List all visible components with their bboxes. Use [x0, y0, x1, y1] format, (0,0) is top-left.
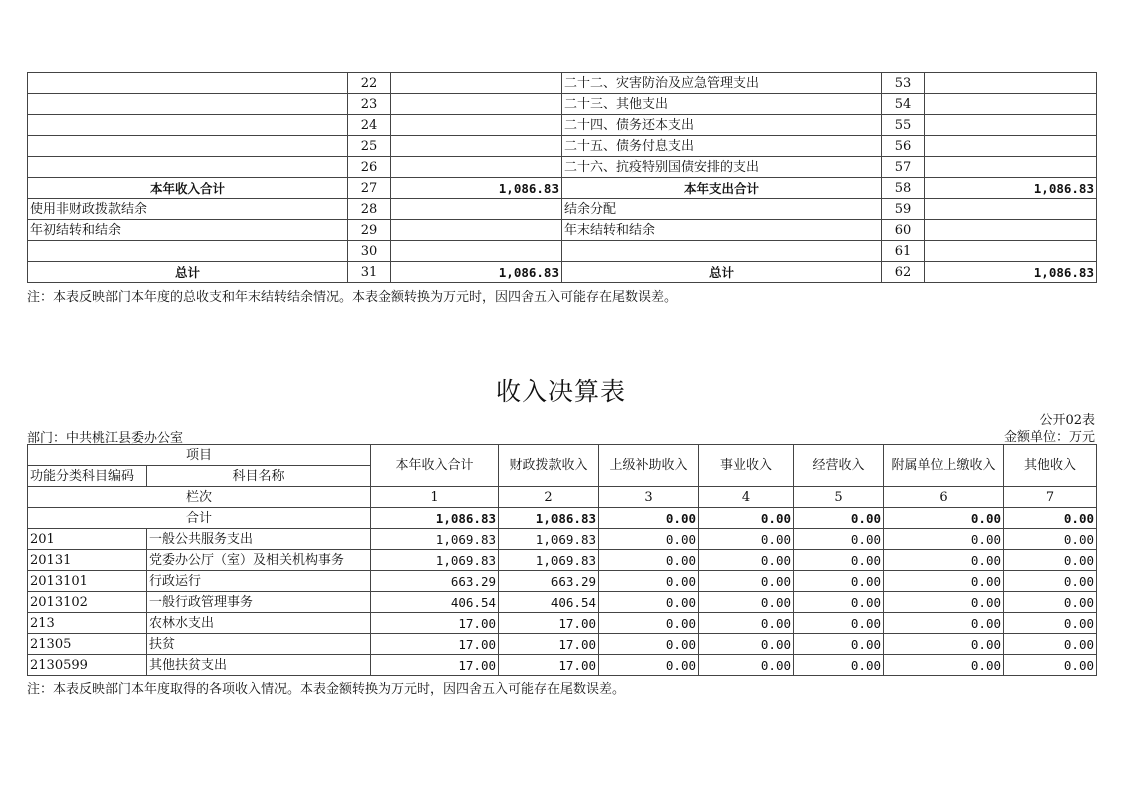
subject-code-cell: 213 — [28, 613, 147, 634]
column-no: 5 — [794, 487, 884, 508]
header-fiscal-income: 财政拨款收入 — [499, 445, 599, 487]
amount-cell: 0.00 — [884, 550, 1004, 571]
left-item-cell — [28, 94, 348, 115]
left-line-no-cell: 29 — [348, 220, 391, 241]
amount-cell: 0.00 — [794, 592, 884, 613]
header-superior-income: 上级补助收入 — [599, 445, 699, 487]
total-value: 1,086.83 — [499, 508, 599, 529]
amount-cell: 0.00 — [794, 634, 884, 655]
right-amount-cell — [925, 136, 1097, 157]
table-row — [28, 613, 1097, 634]
left-amount-cell — [391, 94, 562, 115]
subject-name-cell: 农林水支出 — [147, 613, 371, 634]
column-no: 2 — [499, 487, 599, 508]
amount-cell: 0.00 — [1004, 634, 1097, 655]
left-line-no-cell: 27 — [348, 178, 391, 199]
right-item-cell: 结余分配 — [562, 199, 882, 220]
header-total-income: 本年收入合计 — [371, 445, 499, 487]
table-row — [28, 634, 1097, 655]
table2-note: 注：本表反映部门本年度取得的各项收入情况。本表金额转换为万元时，因四舍五入可能存在尾数误差。 — [27, 682, 626, 697]
amount-cell: 17.00 — [499, 655, 599, 676]
table-row — [28, 157, 1097, 178]
amount-cell: 0.00 — [884, 571, 1004, 592]
header-subject-name: 科目名称 — [147, 466, 371, 487]
subject-code-cell: 2130599 — [28, 655, 147, 676]
department-label: 部门：中共桃江县委办公室 — [27, 431, 184, 446]
subject-code-cell: 2013101 — [28, 571, 147, 592]
right-amount-cell — [925, 73, 1097, 94]
subject-code-cell: 201 — [28, 529, 147, 550]
header-project: 项目 — [28, 445, 371, 466]
total-value: 0.00 — [1004, 508, 1097, 529]
amount-cell: 0.00 — [699, 550, 794, 571]
amount-cell: 0.00 — [794, 550, 884, 571]
amount-cell: 17.00 — [371, 655, 499, 676]
right-item-cell: 总计 — [562, 262, 882, 283]
header-affiliated-income: 附属单位上缴收入 — [884, 445, 1004, 487]
total-value: 0.00 — [599, 508, 699, 529]
subject-code-cell: 21305 — [28, 634, 147, 655]
amount-cell: 17.00 — [499, 613, 599, 634]
left-item-cell — [28, 241, 348, 262]
left-line-no-cell: 28 — [348, 199, 391, 220]
subject-name-cell: 一般公共服务支出 — [147, 529, 371, 550]
amount-cell: 0.00 — [794, 613, 884, 634]
subject-name-cell: 党委办公厅（室）及相关机构事务 — [147, 550, 371, 571]
table-row — [28, 655, 1097, 676]
amount-cell: 0.00 — [884, 655, 1004, 676]
right-item-cell: 二十四、债务还本支出 — [562, 115, 882, 136]
right-line-no-cell: 58 — [882, 178, 925, 199]
header-business-income: 事业收入 — [699, 445, 794, 487]
table-row — [28, 115, 1097, 136]
left-item-cell — [28, 115, 348, 136]
amount-cell: 0.00 — [1004, 529, 1097, 550]
amount-cell: 0.00 — [699, 592, 794, 613]
amount-cell: 0.00 — [599, 592, 699, 613]
right-line-no-cell: 61 — [882, 241, 925, 262]
amount-cell: 0.00 — [794, 571, 884, 592]
amount-cell: 1,069.83 — [499, 529, 599, 550]
right-line-no-cell: 62 — [882, 262, 925, 283]
table-row — [28, 94, 1097, 115]
table-row — [28, 571, 1097, 592]
right-amount-cell: 1,086.83 — [925, 262, 1097, 283]
right-line-no-cell: 55 — [882, 115, 925, 136]
left-amount-cell — [391, 199, 562, 220]
header-func-code: 功能分类科目编码 — [28, 466, 147, 487]
amount-cell: 663.29 — [499, 571, 599, 592]
right-item-cell: 二十三、其他支出 — [562, 94, 882, 115]
amount-cell: 0.00 — [1004, 571, 1097, 592]
amount-cell: 0.00 — [599, 571, 699, 592]
column-no: 1 — [371, 487, 499, 508]
table1-note: 注：本表反映部门本年度的总收支和年末结转结余情况。本表金额转换为万元时，因四舍五入可能存在尾数误差。 — [27, 290, 678, 305]
total-value: 0.00 — [884, 508, 1004, 529]
subject-name-cell: 其他扶贫支出 — [147, 655, 371, 676]
header-operating-income: 经营收入 — [794, 445, 884, 487]
left-item-cell: 使用非财政拨款结余 — [28, 199, 348, 220]
amount-cell: 0.00 — [1004, 592, 1097, 613]
amount-cell: 406.54 — [499, 592, 599, 613]
amount-cell: 0.00 — [699, 655, 794, 676]
right-amount-cell — [925, 115, 1097, 136]
left-amount-cell — [391, 157, 562, 178]
amount-cell: 406.54 — [371, 592, 499, 613]
page-title: 收入决算表 — [495, 377, 626, 406]
column-no: 4 — [699, 487, 794, 508]
left-item-cell — [28, 136, 348, 157]
table-row — [28, 529, 1097, 550]
total-value: 0.00 — [699, 508, 794, 529]
left-line-no-cell: 26 — [348, 157, 391, 178]
amount-cell: 0.00 — [599, 634, 699, 655]
right-amount-cell — [925, 220, 1097, 241]
amount-cell: 0.00 — [599, 550, 699, 571]
amount-cell: 0.00 — [1004, 655, 1097, 676]
left-line-no-cell: 30 — [348, 241, 391, 262]
amount-cell: 0.00 — [884, 613, 1004, 634]
income-expense-summary-table — [27, 72, 1097, 283]
amount-cell: 663.29 — [371, 571, 499, 592]
column-no: 6 — [884, 487, 1004, 508]
right-line-no-cell: 54 — [882, 94, 925, 115]
amount-cell: 17.00 — [371, 613, 499, 634]
right-item-cell — [562, 241, 882, 262]
left-amount-cell — [391, 220, 562, 241]
amount-cell: 0.00 — [699, 529, 794, 550]
table-code: 公开02表 — [1039, 413, 1095, 428]
total-row — [28, 508, 1097, 529]
left-amount-cell: 1,086.83 — [391, 178, 562, 199]
amount-cell: 0.00 — [884, 634, 1004, 655]
left-line-no-cell: 31 — [348, 262, 391, 283]
total-value: 1,086.83 — [371, 508, 499, 529]
left-amount-cell — [391, 136, 562, 157]
left-item-cell: 本年收入合计 — [28, 178, 348, 199]
column-no-label: 栏次 — [28, 487, 371, 508]
income-final-accounts-table — [27, 444, 1097, 676]
right-line-no-cell: 60 — [882, 220, 925, 241]
table-row — [28, 262, 1097, 283]
amount-cell: 0.00 — [699, 634, 794, 655]
right-amount-cell: 1,086.83 — [925, 178, 1097, 199]
table-row — [28, 550, 1097, 571]
left-line-no-cell: 25 — [348, 136, 391, 157]
table-row — [28, 199, 1097, 220]
amount-cell: 0.00 — [884, 529, 1004, 550]
total-value: 0.00 — [794, 508, 884, 529]
amount-cell: 0.00 — [1004, 550, 1097, 571]
amount-cell: 0.00 — [699, 613, 794, 634]
left-amount-cell — [391, 115, 562, 136]
amount-cell: 0.00 — [884, 592, 1004, 613]
right-line-no-cell: 57 — [882, 157, 925, 178]
amount-cell: 0.00 — [1004, 613, 1097, 634]
right-amount-cell — [925, 94, 1097, 115]
table-row — [28, 592, 1097, 613]
right-amount-cell — [925, 157, 1097, 178]
amount-cell: 0.00 — [699, 571, 794, 592]
left-item-cell: 总计 — [28, 262, 348, 283]
amount-cell: 1,069.83 — [371, 550, 499, 571]
right-line-no-cell: 56 — [882, 136, 925, 157]
right-line-no-cell: 53 — [882, 73, 925, 94]
total-label: 合计 — [28, 508, 371, 529]
left-line-no-cell: 23 — [348, 94, 391, 115]
amount-cell: 0.00 — [599, 529, 699, 550]
right-item-cell: 年末结转和结余 — [562, 220, 882, 241]
amount-cell: 1,069.83 — [499, 550, 599, 571]
amount-cell: 17.00 — [499, 634, 599, 655]
subject-name-cell: 行政运行 — [147, 571, 371, 592]
amount-cell: 0.00 — [599, 613, 699, 634]
amount-cell: 0.00 — [794, 529, 884, 550]
right-amount-cell — [925, 199, 1097, 220]
left-item-cell: 年初结转和结余 — [28, 220, 348, 241]
right-line-no-cell: 59 — [882, 199, 925, 220]
left-line-no-cell: 22 — [348, 73, 391, 94]
subject-code-cell: 2013102 — [28, 592, 147, 613]
amount-cell: 1,069.83 — [371, 529, 499, 550]
column-no: 3 — [599, 487, 699, 508]
subject-name-cell: 一般行政管理事务 — [147, 592, 371, 613]
right-amount-cell — [925, 241, 1097, 262]
table-row — [28, 220, 1097, 241]
amount-cell: 0.00 — [599, 655, 699, 676]
unit-label: 金额单位：万元 — [1003, 430, 1095, 445]
right-item-cell: 二十二、灾害防治及应急管理支出 — [562, 73, 882, 94]
subject-name-cell: 扶贫 — [147, 634, 371, 655]
column-no: 7 — [1004, 487, 1097, 508]
table-row — [28, 241, 1097, 262]
table-row — [28, 178, 1097, 199]
right-item-cell: 二十五、债务付息支出 — [562, 136, 882, 157]
left-amount-cell — [391, 241, 562, 262]
table-row — [28, 73, 1097, 94]
subject-code-cell: 20131 — [28, 550, 147, 571]
table-row — [28, 136, 1097, 157]
left-amount-cell — [391, 73, 562, 94]
header-other-income: 其他收入 — [1004, 445, 1097, 487]
left-amount-cell: 1,086.83 — [391, 262, 562, 283]
right-item-cell: 本年支出合计 — [562, 178, 882, 199]
right-item-cell: 二十六、抗疫特别国债安排的支出 — [562, 157, 882, 178]
amount-cell: 0.00 — [794, 655, 884, 676]
left-item-cell — [28, 157, 348, 178]
left-line-no-cell: 24 — [348, 115, 391, 136]
amount-cell: 17.00 — [371, 634, 499, 655]
left-item-cell — [28, 73, 348, 94]
